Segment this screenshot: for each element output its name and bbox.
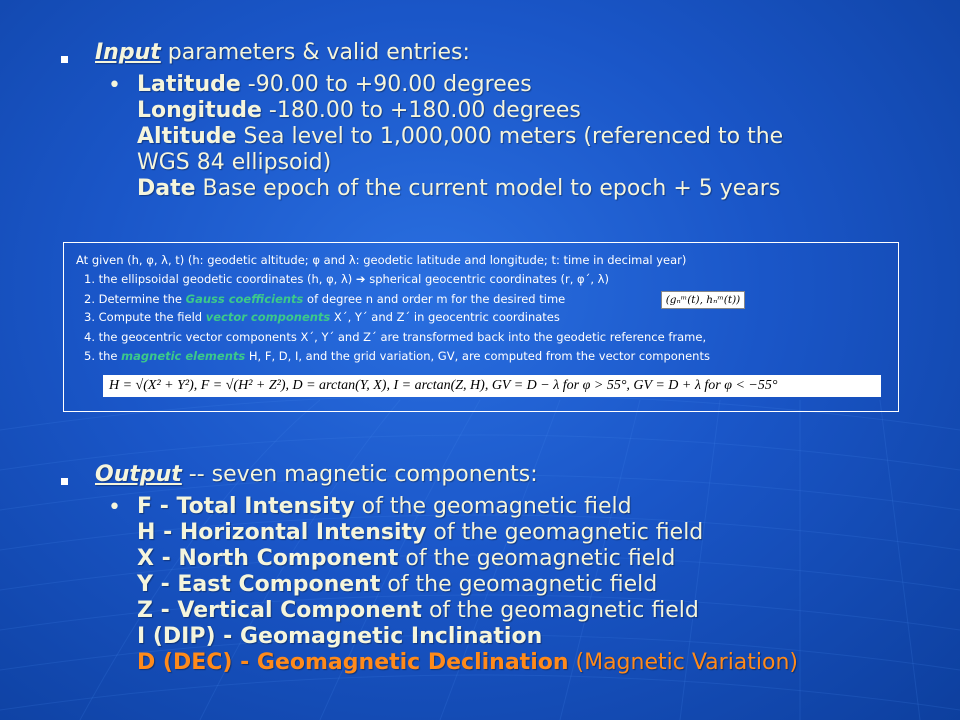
output-item: Z - Vertical Component of the geomagnetic field (137, 598, 699, 623)
gauss-coefficients-term: Gauss coefficients (185, 292, 304, 306)
output-list (137, 494, 798, 676)
square-bullet-icon (61, 56, 68, 63)
input-heading (95, 40, 470, 65)
output-item: H - Horizontal Intensity of the geomagnetic field (137, 520, 704, 545)
output-item: Y - East Component of the geomagnetic field (137, 572, 658, 597)
formula-image: H = √(X² + Y²), F = √(H² + Z²), D = arctan(Y, X), I = arctan(Z, H), GV = D − λ for φ > 55°, GV = D + λ for φ < −55° (103, 375, 881, 397)
gauss-formula-image: (gₙᵐ(t), hₙᵐ(t)) (661, 291, 745, 309)
input-heading-rest: parameters & valid entries: (160, 40, 470, 65)
magnetic-elements-term: magnetic elements (121, 349, 246, 363)
box-step-1: 1. the ellipsoidal geodetic coordinates (h, φ, λ) ➔ spherical geocentric coordinates (r, φ´, λ) (84, 272, 609, 286)
box-step-4: 4. the geocentric vector components X´, Y´ and Z´ are transformed back into the geodetic reference frame, (84, 330, 707, 344)
box-step-5: 5. the magnetic elements H, F, D, I, and the grid variation, GV, are computed from the vector components (84, 349, 710, 363)
input-item: Altitude Sea level to 1,000,000 meters (referenced to the (137, 124, 784, 149)
input-item: Date Base epoch of the current model to epoch + 5 years (137, 176, 781, 201)
box-line-given: At given (h, φ, λ, t) (h: geodetic altitude; φ and λ: geodetic latitude and longitude; t: time in decimal year) (76, 253, 687, 267)
input-list (137, 72, 783, 202)
output-item-highlighted: D (DEC) - Geomagnetic Declination (Magnetic Variation) (137, 650, 799, 675)
round-bullet-icon: • (108, 73, 121, 98)
output-item: F - Total Intensity of the geomagnetic field (137, 494, 632, 519)
input-item: Latitude -90.00 to +90.00 degrees (137, 72, 532, 97)
output-item: I (DIP) - Geomagnetic Inclination (137, 624, 543, 649)
vector-components-term: vector components (205, 310, 331, 324)
output-keyword: Output (95, 462, 182, 487)
box-step-2: 2. Determine the Gauss coefficients of degree n and order m for the desired time (84, 292, 566, 306)
box-step-3: 3. Compute the field vector components X´, Y´ and Z´ in geocentric coordinates (84, 310, 560, 324)
output-heading-rest: -- seven magnetic components: (181, 462, 538, 487)
output-heading (95, 462, 538, 487)
square-bullet-icon (61, 478, 68, 485)
input-keyword: Input (95, 40, 161, 65)
input-item: Longitude -180.00 to +180.00 degrees (137, 98, 581, 123)
round-bullet-icon: • (108, 495, 121, 520)
output-item: X - North Component of the geomagnetic field (137, 546, 676, 571)
input-item: WGS 84 ellipsoid) (137, 150, 332, 175)
